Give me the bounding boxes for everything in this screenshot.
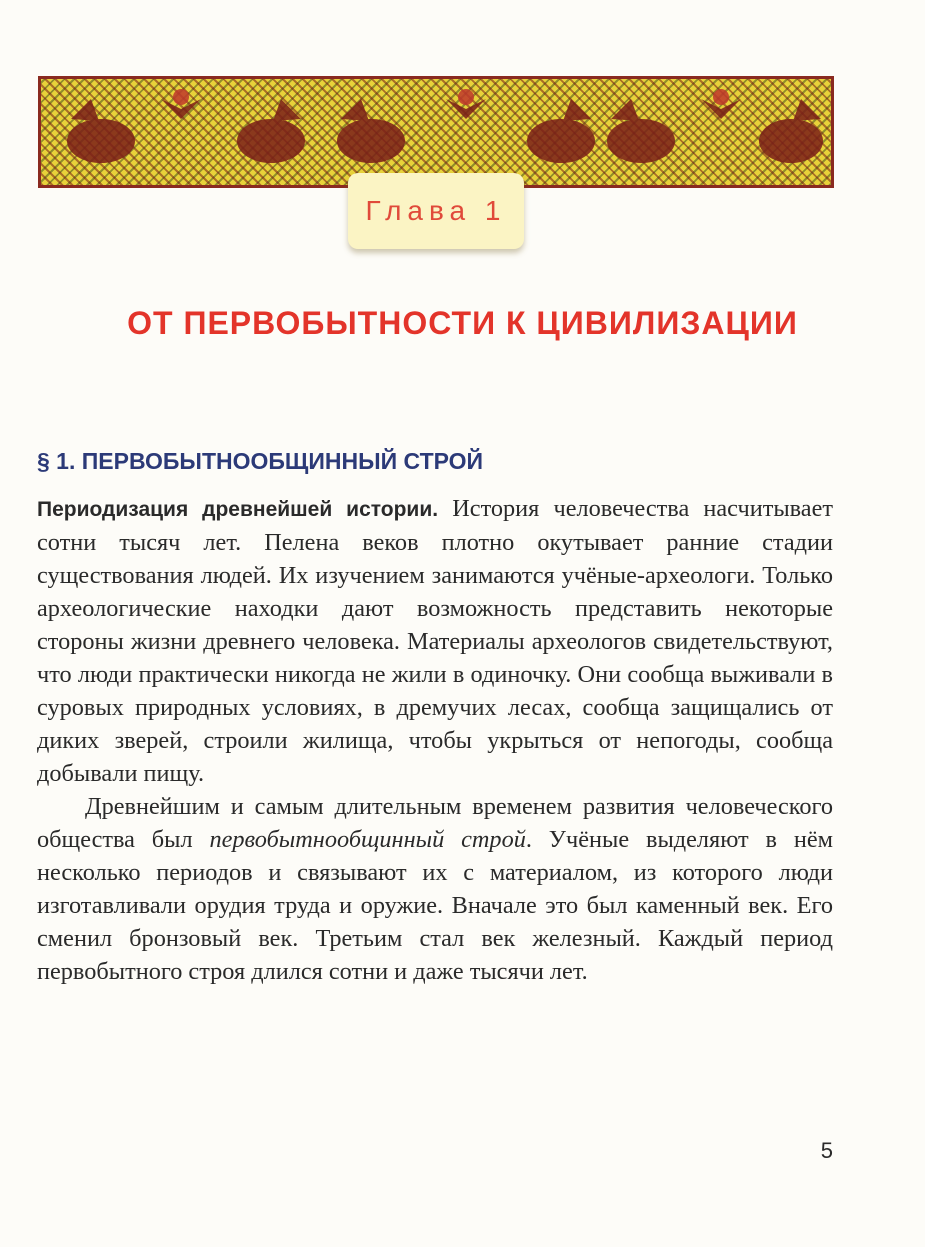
- folk-embroidery-ornament: [38, 76, 834, 188]
- paragraph-text: . Учёные выделяют в нём несколько периодов и связывают их с материалом, из которого люди изготавливали орудия труда и оружие. Вначале это был каменный век. Его сменил бронзовый век. Третьим стал век железный. Каждый период первобытного строя длился сотни и даже тысячи лет.: [37, 826, 833, 985]
- bird-motif-icon: [527, 99, 595, 163]
- chapter-label: Глава 1: [365, 195, 507, 226]
- chapter-title: ОТ ПЕРВОБЫТНОСТИ К ЦИВИЛИЗАЦИИ: [127, 305, 798, 341]
- tree-motif-icon: [446, 89, 486, 179]
- paragraph-2: [37, 790, 833, 988]
- section-title: § 1. ПЕРВОБЫТНООБЩИННЫЙ СТРОЙ: [37, 448, 484, 474]
- page-number: 5: [820, 1138, 833, 1163]
- term-italic: первобытнообщинный строй: [209, 826, 526, 853]
- bird-motif-icon: [237, 99, 305, 163]
- paragraph-1: [37, 492, 833, 790]
- bird-motif-icon: [67, 99, 135, 163]
- chapter-label-tag: [348, 173, 524, 249]
- tree-motif-icon: [701, 89, 741, 179]
- tree-motif-icon: [161, 89, 201, 179]
- embroidery-pattern: [41, 79, 831, 185]
- paragraph-text: Древнейшим и самым длительным временем развития человеческого общества был: [37, 793, 833, 853]
- bird-motif-icon: [759, 99, 823, 163]
- bird-motif-icon: [607, 99, 675, 163]
- paragraph-text: История человечества насчитывает сотни тысяч лет. Пелена веков плотно окутывает ранние стадии существования людей. Их изучением занимаются учёные-археологи. Только археологические находки дают возможность представить некоторые стороны жизни древнего человека. Материалы археологов свидетельствуют, что люди практически никогда не жили в одиночку. Они сообща выживали в суровых природных условиях, в дремучих лесах, сообща защищались от диких зверей, строили жилища, чтобы укрыться от непогоды, сообща добывали пищу.: [37, 495, 833, 787]
- bird-motif-icon: [337, 99, 405, 163]
- body-text: [37, 492, 833, 988]
- paragraph-lead: Периодизация древнейшей истории.: [37, 498, 439, 521]
